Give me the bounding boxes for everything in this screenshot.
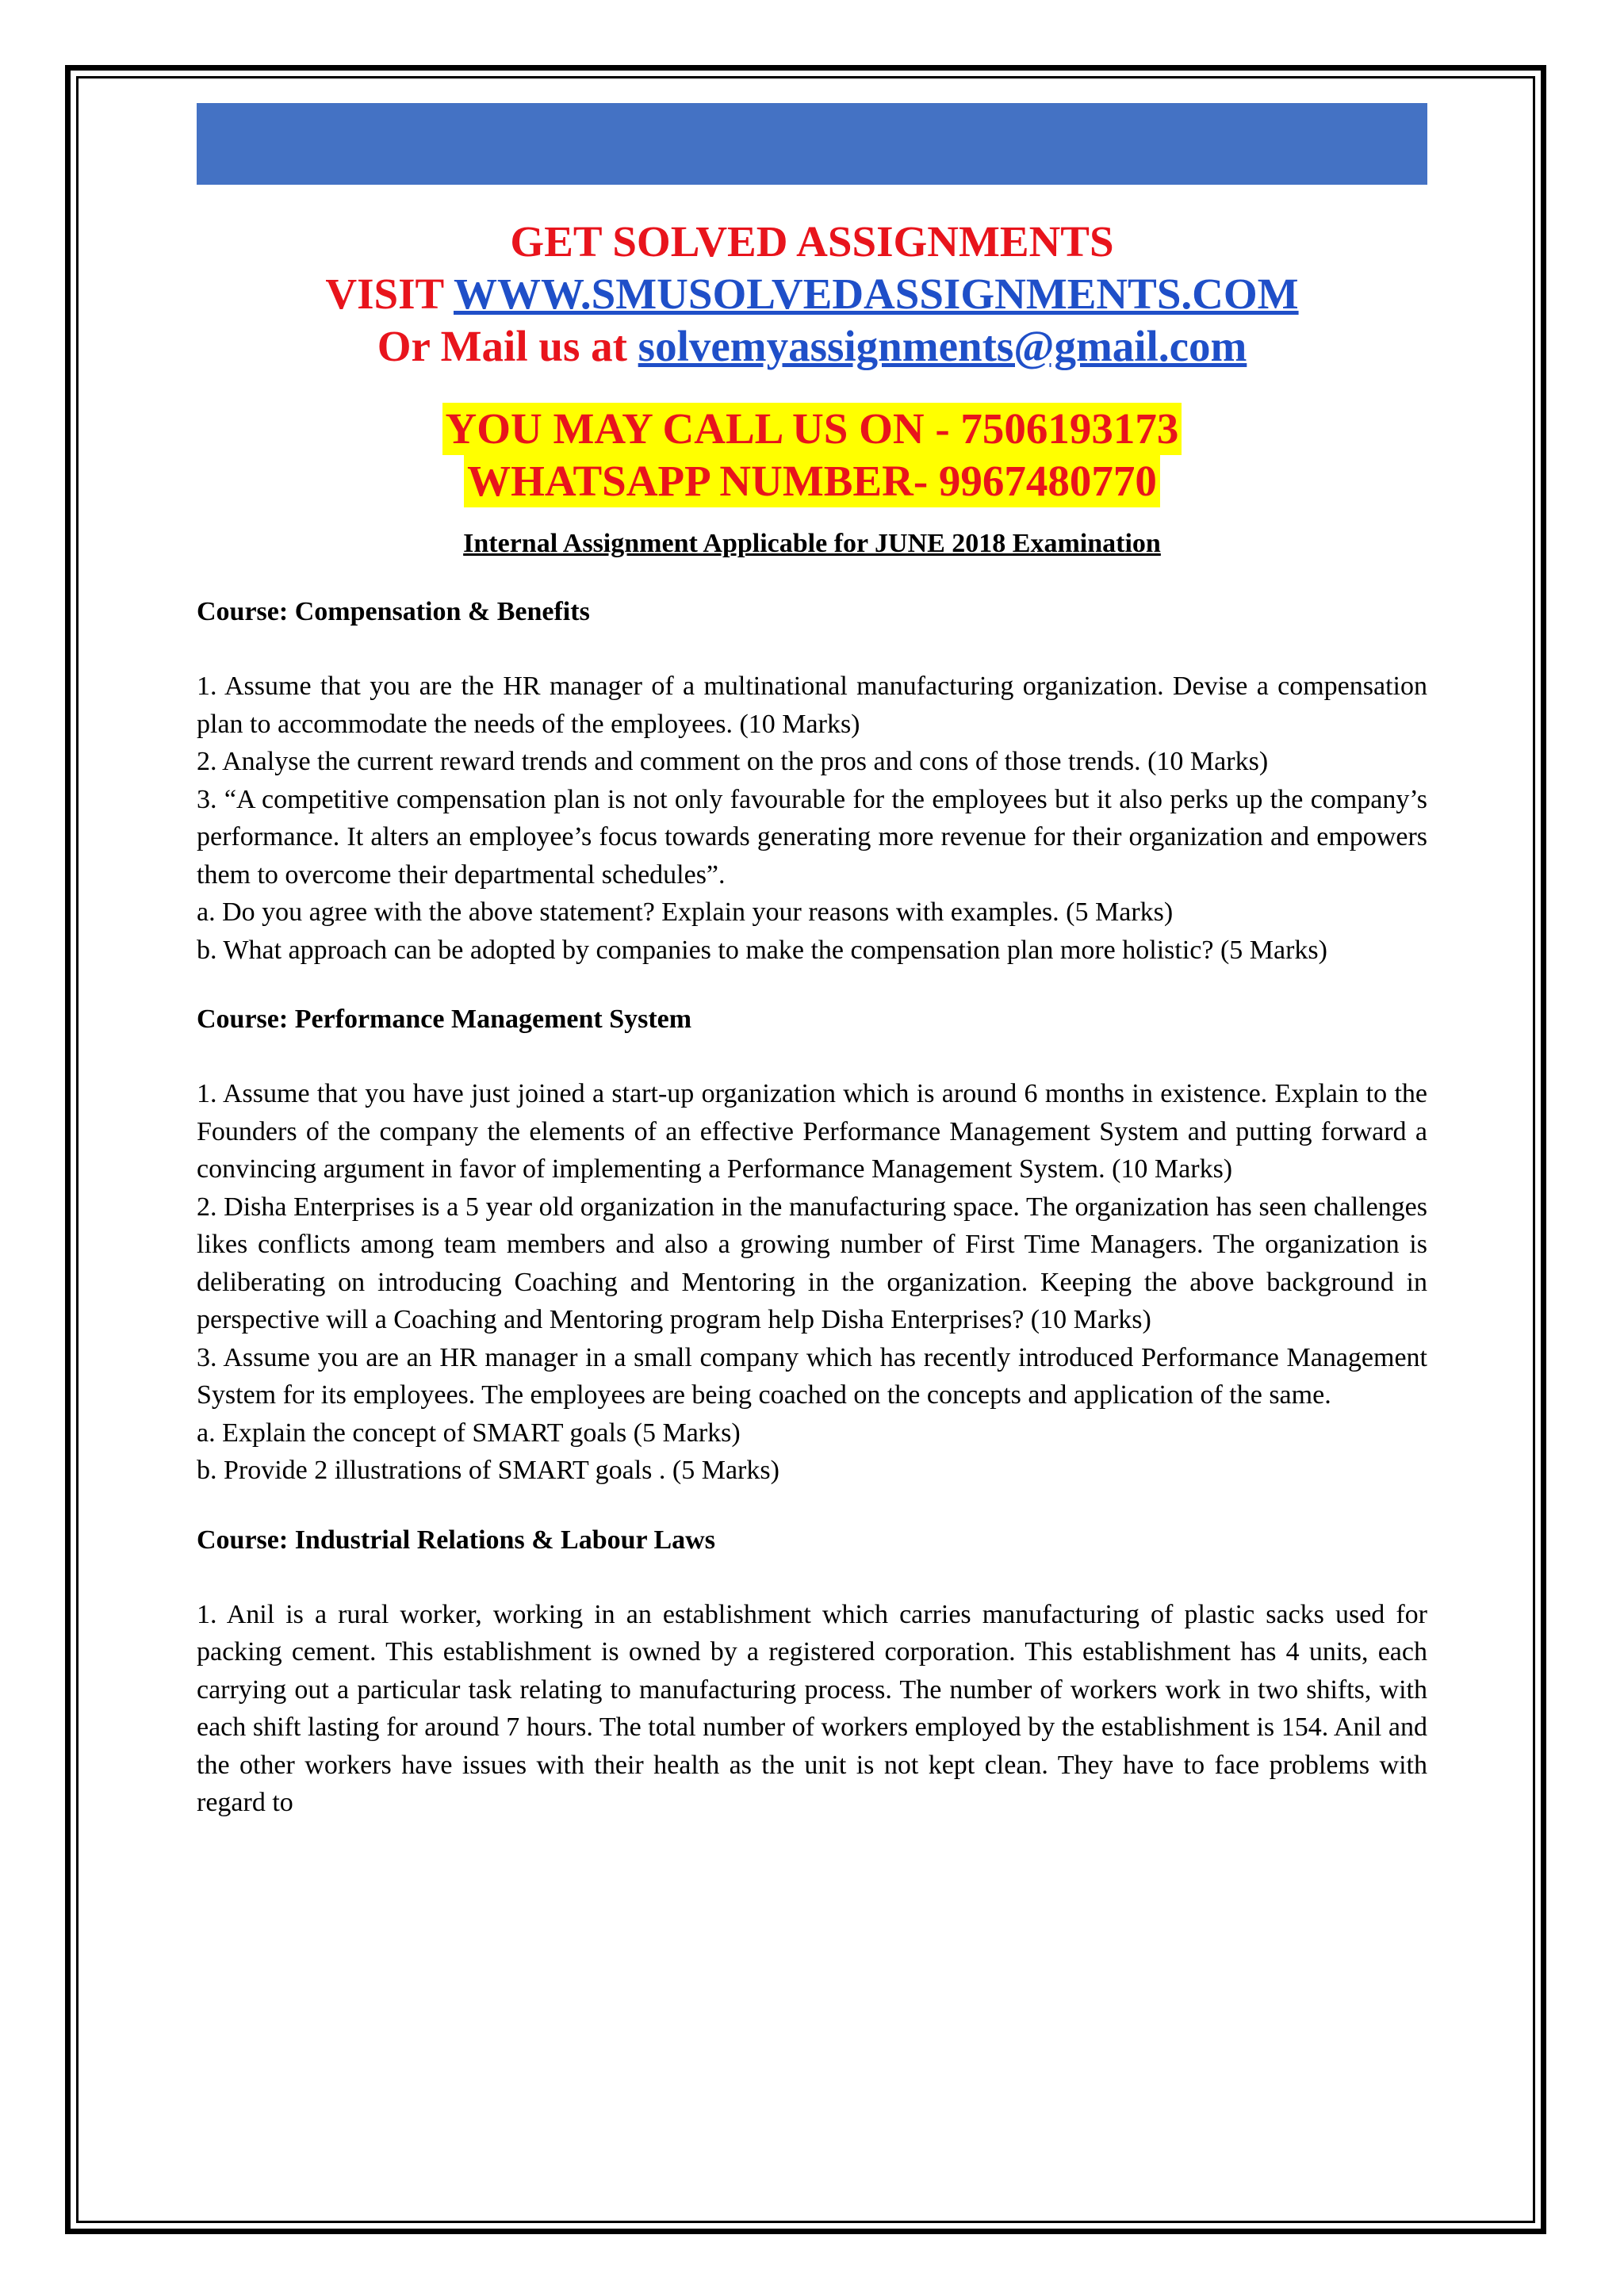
- whatsapp-number: WHATSAPP NUMBER- 9967480770: [464, 455, 1160, 507]
- mail-prefix: Or Mail us at: [377, 322, 627, 370]
- contact-block: [197, 403, 1427, 507]
- question-item: 2. Analyse the current reward trends and comment on the pros and cons of those trends. (10 Marks): [197, 747, 1269, 776]
- question-item: b. What approach can be adopted by companies to make the compensation plan more holistic? (5 Marks): [197, 935, 1327, 965]
- mail-line: [197, 320, 1427, 373]
- question-item: 3. “A competitive compensation plan is not only favourable for the employees but it also perks up the company’s performance. It alters an employee’s focus towards generating more revenue for their organization and empowers them to overcome their departmental schedules”.: [197, 784, 1427, 890]
- document-body: [197, 216, 1427, 1822]
- question-item: 2. Disha Enterprises is a 5 year old organization in the manufacturing space. The organization has seen challenges likes conflicts among team members and also a growing number of First Time Managers. The organization is deliberating on introducing Coaching and Mentoring in the organization. Keeping the above background in perspective will a Coaching and Mentoring program help Disha Enterprises? (10 Marks): [197, 1192, 1427, 1334]
- website-link[interactable]: WWW.SMUSOLVEDASSIGNMENTS.COM: [453, 270, 1299, 318]
- promo-title: GET SOLVED ASSIGNMENTS: [510, 217, 1114, 266]
- question-list: [197, 668, 1427, 969]
- question-item: a. Explain the concept of SMART goals (5 Marks): [197, 1418, 741, 1448]
- question-item: 1. Assume that you are the HR manager of a multinational manufacturing organization. Devise a compensation plan to accommodate the needs of the employees. (10 Marks): [197, 672, 1427, 739]
- question-item: 1. Anil is a rural worker, working in an establishment which carries manufacturing of plastic sacks used for packing cement. This establishment is owned by a registered corporation. This establishment has 4 units, each carrying out a particular task relating to manufacturing process. The number of workers work in two shifts, with each shift lasting for around 7 hours. The total number of workers employed by the establishment is 154. Anil and the other workers have issues with their health as the unit is not kept clean. They have to face problems with regard to: [197, 1599, 1427, 1817]
- exam-title: Internal Assignment Applicable for JUNE 2018 Examination: [463, 529, 1161, 558]
- call-number: YOU MAY CALL US ON - 7506193173: [442, 403, 1182, 455]
- visit-prefix: VISIT: [325, 270, 444, 318]
- header-banner: [197, 103, 1427, 185]
- question-item: 1. Assume that you have just joined a start-up organization which is around 6 months in existence. Explain to the Founders of the company the elements of an effective Performance Management System and putting forward a convincing argument in favor of implementing a Performance Management System. (10 Marks): [197, 1079, 1427, 1184]
- question-list: [197, 1596, 1427, 1822]
- visit-line: [197, 268, 1427, 320]
- course-title: Course: Performance Management System: [197, 1004, 692, 1034]
- email-link[interactable]: solvemyassignments@gmail.com: [638, 322, 1247, 370]
- question-item: 3. Assume you are an HR manager in a small company which has recently introduced Performance Management System for its employees. The employees are being coached on the concepts and application of the same.: [197, 1342, 1427, 1410]
- course-title: Course: Industrial Relations & Labour Laws: [197, 1525, 715, 1555]
- course-title: Course: Compensation & Benefits: [197, 597, 590, 626]
- question-item: a. Do you agree with the above statement? Explain your reasons with examples. (5 Marks): [197, 897, 1174, 927]
- question-item: b. Provide 2 illustrations of SMART goals . (5 Marks): [197, 1456, 779, 1485]
- question-list: [197, 1075, 1427, 1490]
